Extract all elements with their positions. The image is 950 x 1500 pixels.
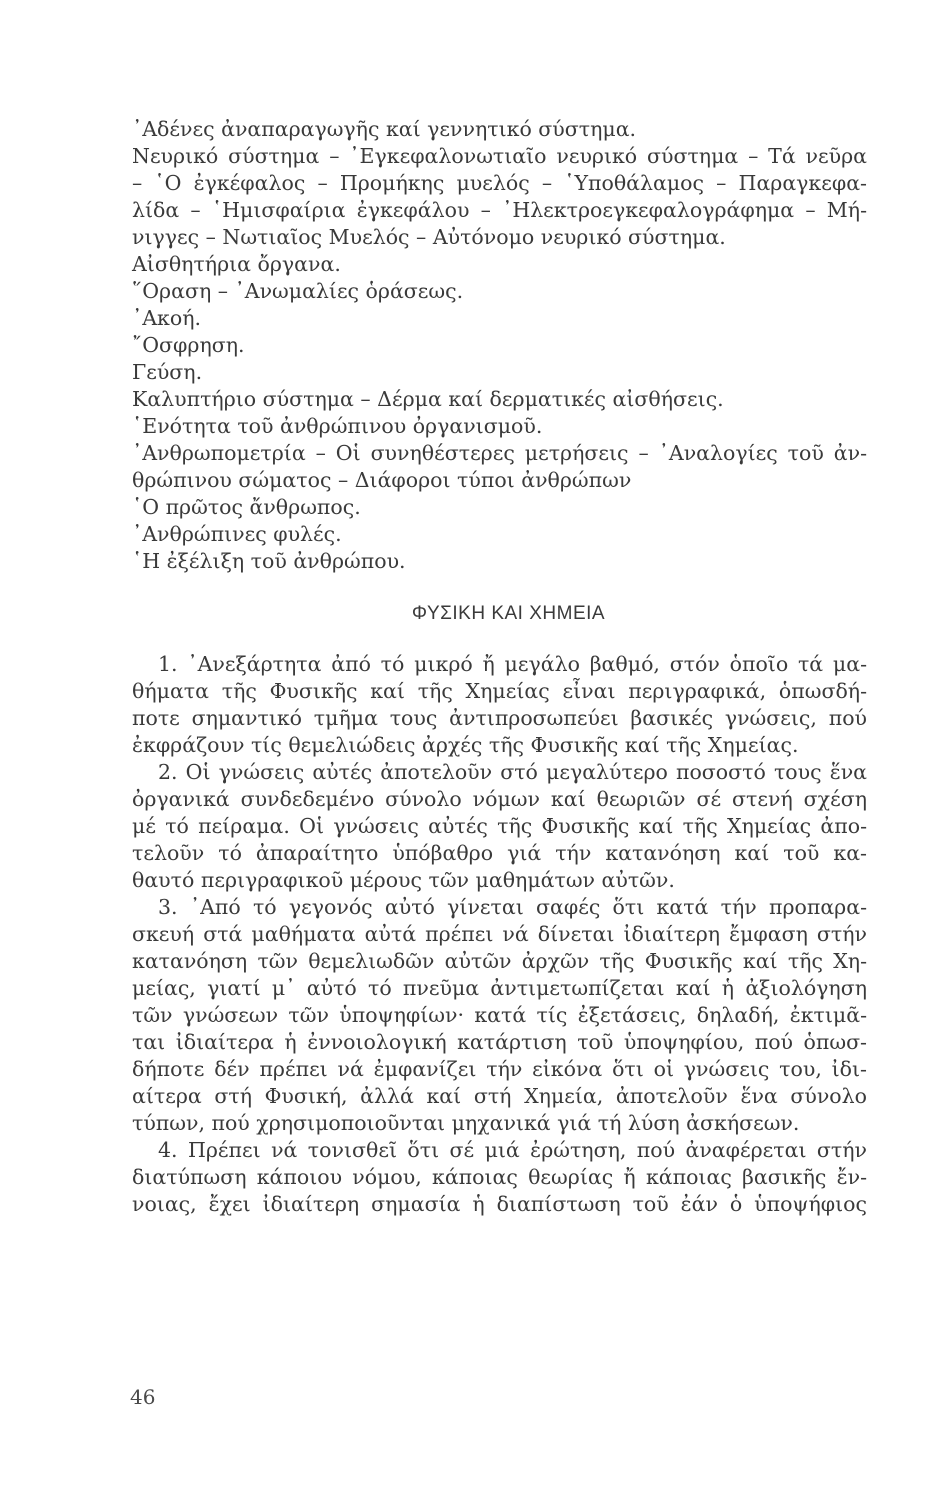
toc-line: Αἰσθητήρια ὄργανα. [132, 252, 341, 276]
paragraph-line: τελοῦν τό ἀπαραίτητο ὑπόβαθρο γιά τήν κατανόηση καί τοῦ κα- [132, 841, 867, 865]
paragraph-line: σκευή στά μαθήματα αὐτά πρέπει νά δίνεται ἰδιαίτερη ἔμφαση στήν [132, 922, 867, 946]
page-content [132, 116, 867, 1218]
paragraph-line: 1. ᾿Ανεξάρτητα ἀπό τό μικρό ἤ μεγάλο βαθμό, στόν ὁποῖο τά μα- [158, 652, 867, 676]
toc-line: – ῾Ο ἐγκέφαλος – Προμήκης μυελός – ῾Υποθάλαμος – Παραγκεφα- [132, 171, 867, 195]
paragraph-line: θαυτό περιγραφικοῦ μέρους τῶν μαθημάτων αὐτῶν. [132, 868, 675, 892]
toc-line: ᾿Ακοή. [132, 306, 202, 330]
paragraph-line: δήποτε δέν πρέπει νά ἐμφανίζει τήν εἰκόνα ὅτι οἱ γνώσεις του, ἰδι- [132, 1057, 867, 1081]
paragraph-line: ποτε σημαντικό τμῆμα τους ἀντιπροσωπεύει βασικές γνώσεις, πού [132, 706, 867, 730]
toc-line: ῾Ενότητα τοῦ ἀνθρώπινου ὀργανισμοῦ. [132, 414, 543, 438]
toc-line: Νευρικό σύστημα – ᾿Εγκεφαλονωτιαῖο νευρικό σύστημα – Τά νεῦρα [132, 144, 867, 168]
toc-line: ῾Ο πρῶτος ἄνθρωπος. [132, 495, 361, 519]
paragraph-line: νοιας, ἔχει ἰδιαίτερη σημασία ἡ διαπίστωση τοῦ ἐάν ὁ ὑποψήφιος [132, 1192, 867, 1216]
paragraph-line: διατύπωση κάποιου νόμου, κάποιας θεωρίας ἤ κάποιας βασικῆς ἔν- [132, 1165, 867, 1189]
paragraph-line: θήματα τῆς Φυσικῆς καί τῆς Χημείας εἶναι περιγραφικά, ὁπωσδή- [132, 679, 867, 703]
paragraph-line: 2. Οἱ γνώσεις αὐτές ἀποτελοῦν στό μεγαλύτερο ποσοστό τους ἕνα [158, 760, 867, 784]
toc-list [132, 116, 867, 575]
toc-line: Καλυπτήριο σύστημα – Δέρμα καί δερματικές αἰσθήσεις. [132, 387, 724, 411]
toc-line: ᾿Αδένες ἀναπαραγωγῆς καί γεννητικό σύστημα. [132, 117, 637, 141]
paragraph-line: τύπων, πού χρησιμοποιοῦνται μηχανικά γιά τή λύση ἀσκήσεων. [132, 1111, 800, 1135]
paragraph-line: κατανόηση τῶν θεμελιωδῶν αὐτῶν ἀρχῶν τῆς Φυσικῆς καί τῆς Χη- [132, 949, 867, 973]
paragraph-line: μέ τό πείραμα. Οἱ γνώσεις αὐτές τῆς Φυσικῆς καί τῆς Χημείας ἀπο- [132, 814, 867, 838]
paragraph-1 [132, 651, 867, 759]
toc-line: Γεύση. [132, 360, 203, 384]
paragraph-line: 4. Πρέπει νά τονισθεῖ ὅτι σέ μιά ἐρώτηση, πού ἀναφέρεται στήν [158, 1138, 867, 1162]
paragraph-4 [132, 1137, 867, 1218]
paragraph-line: ὀργανικά συνδεδεμένο σύνολο νόμων καί θεωριῶν σέ στενή σχέση [132, 787, 867, 811]
toc-line: λίδα – ῾Ημισφαίρια ἐγκεφάλου – ᾿Ηλεκτροεγκεφαλογράφημα – Μή- [132, 198, 867, 222]
section-heading: ΦΥΣΙΚΗ ΚΑΙ ΧΗΜΕΙΑ [411, 603, 606, 624]
paragraph-line: 3. ᾿Από τό γεγονός αὐτό γίνεται σαφές ὅτι κατά τήν προπαρα- [158, 895, 867, 919]
paragraph-line: αίτερα στή Φυσική, ἀλλά καί στή Χημεία, ἀποτελοῦν ἕνα σύνολο [132, 1084, 867, 1108]
paragraph-line: τῶν γνώσεων τῶν ὑποψηφίων· κατά τίς ἐξετάσεις, δηλαδή, ἐκτιμᾶ- [132, 1003, 867, 1027]
toc-line: θρώπινου σώματος – Διάφοροι τύποι ἀνθρώπων [132, 468, 632, 492]
toc-line: νιγγες – Νωτιαῖος Μυελός – Αὐτόνομο νευρικό σύστημα. [132, 225, 726, 249]
paragraph-line: ἐκφράζουν τίς θεμελιώδεις ἀρχές τῆς Φυσικῆς καί τῆς Χημείας. [132, 733, 799, 757]
paragraph-line: μείας, γιατί μ᾿ αὐτό τό πνεῦμα ἀντιμετωπίζεται καί ἡ ἀξιολόγηση [132, 976, 867, 1000]
toc-line: ῾Η ἐξέλιξη τοῦ ἀνθρώπου. [132, 549, 406, 573]
toc-line: ῎Οσφρηση. [132, 333, 245, 357]
page-number: 46 [130, 1385, 156, 1409]
toc-line: ῞Οραση – ᾿Ανωμαλίες ὁράσεως. [132, 279, 464, 303]
toc-line: ᾿Ανθρώπινες φυλές. [132, 522, 342, 546]
paragraph-3 [132, 894, 867, 1137]
toc-line: ᾿Ανθρωπομετρία – Οἱ συνηθέστερες μετρήσεις – ᾿Αναλογίες τοῦ ἀν- [132, 441, 867, 465]
paragraph-line: ται ἰδιαίτερα ἡ ἐννοιολογική κατάρτιση τοῦ ὑποψηφίου, πού ὁπωσ- [132, 1030, 867, 1054]
paragraph-2 [132, 759, 867, 894]
